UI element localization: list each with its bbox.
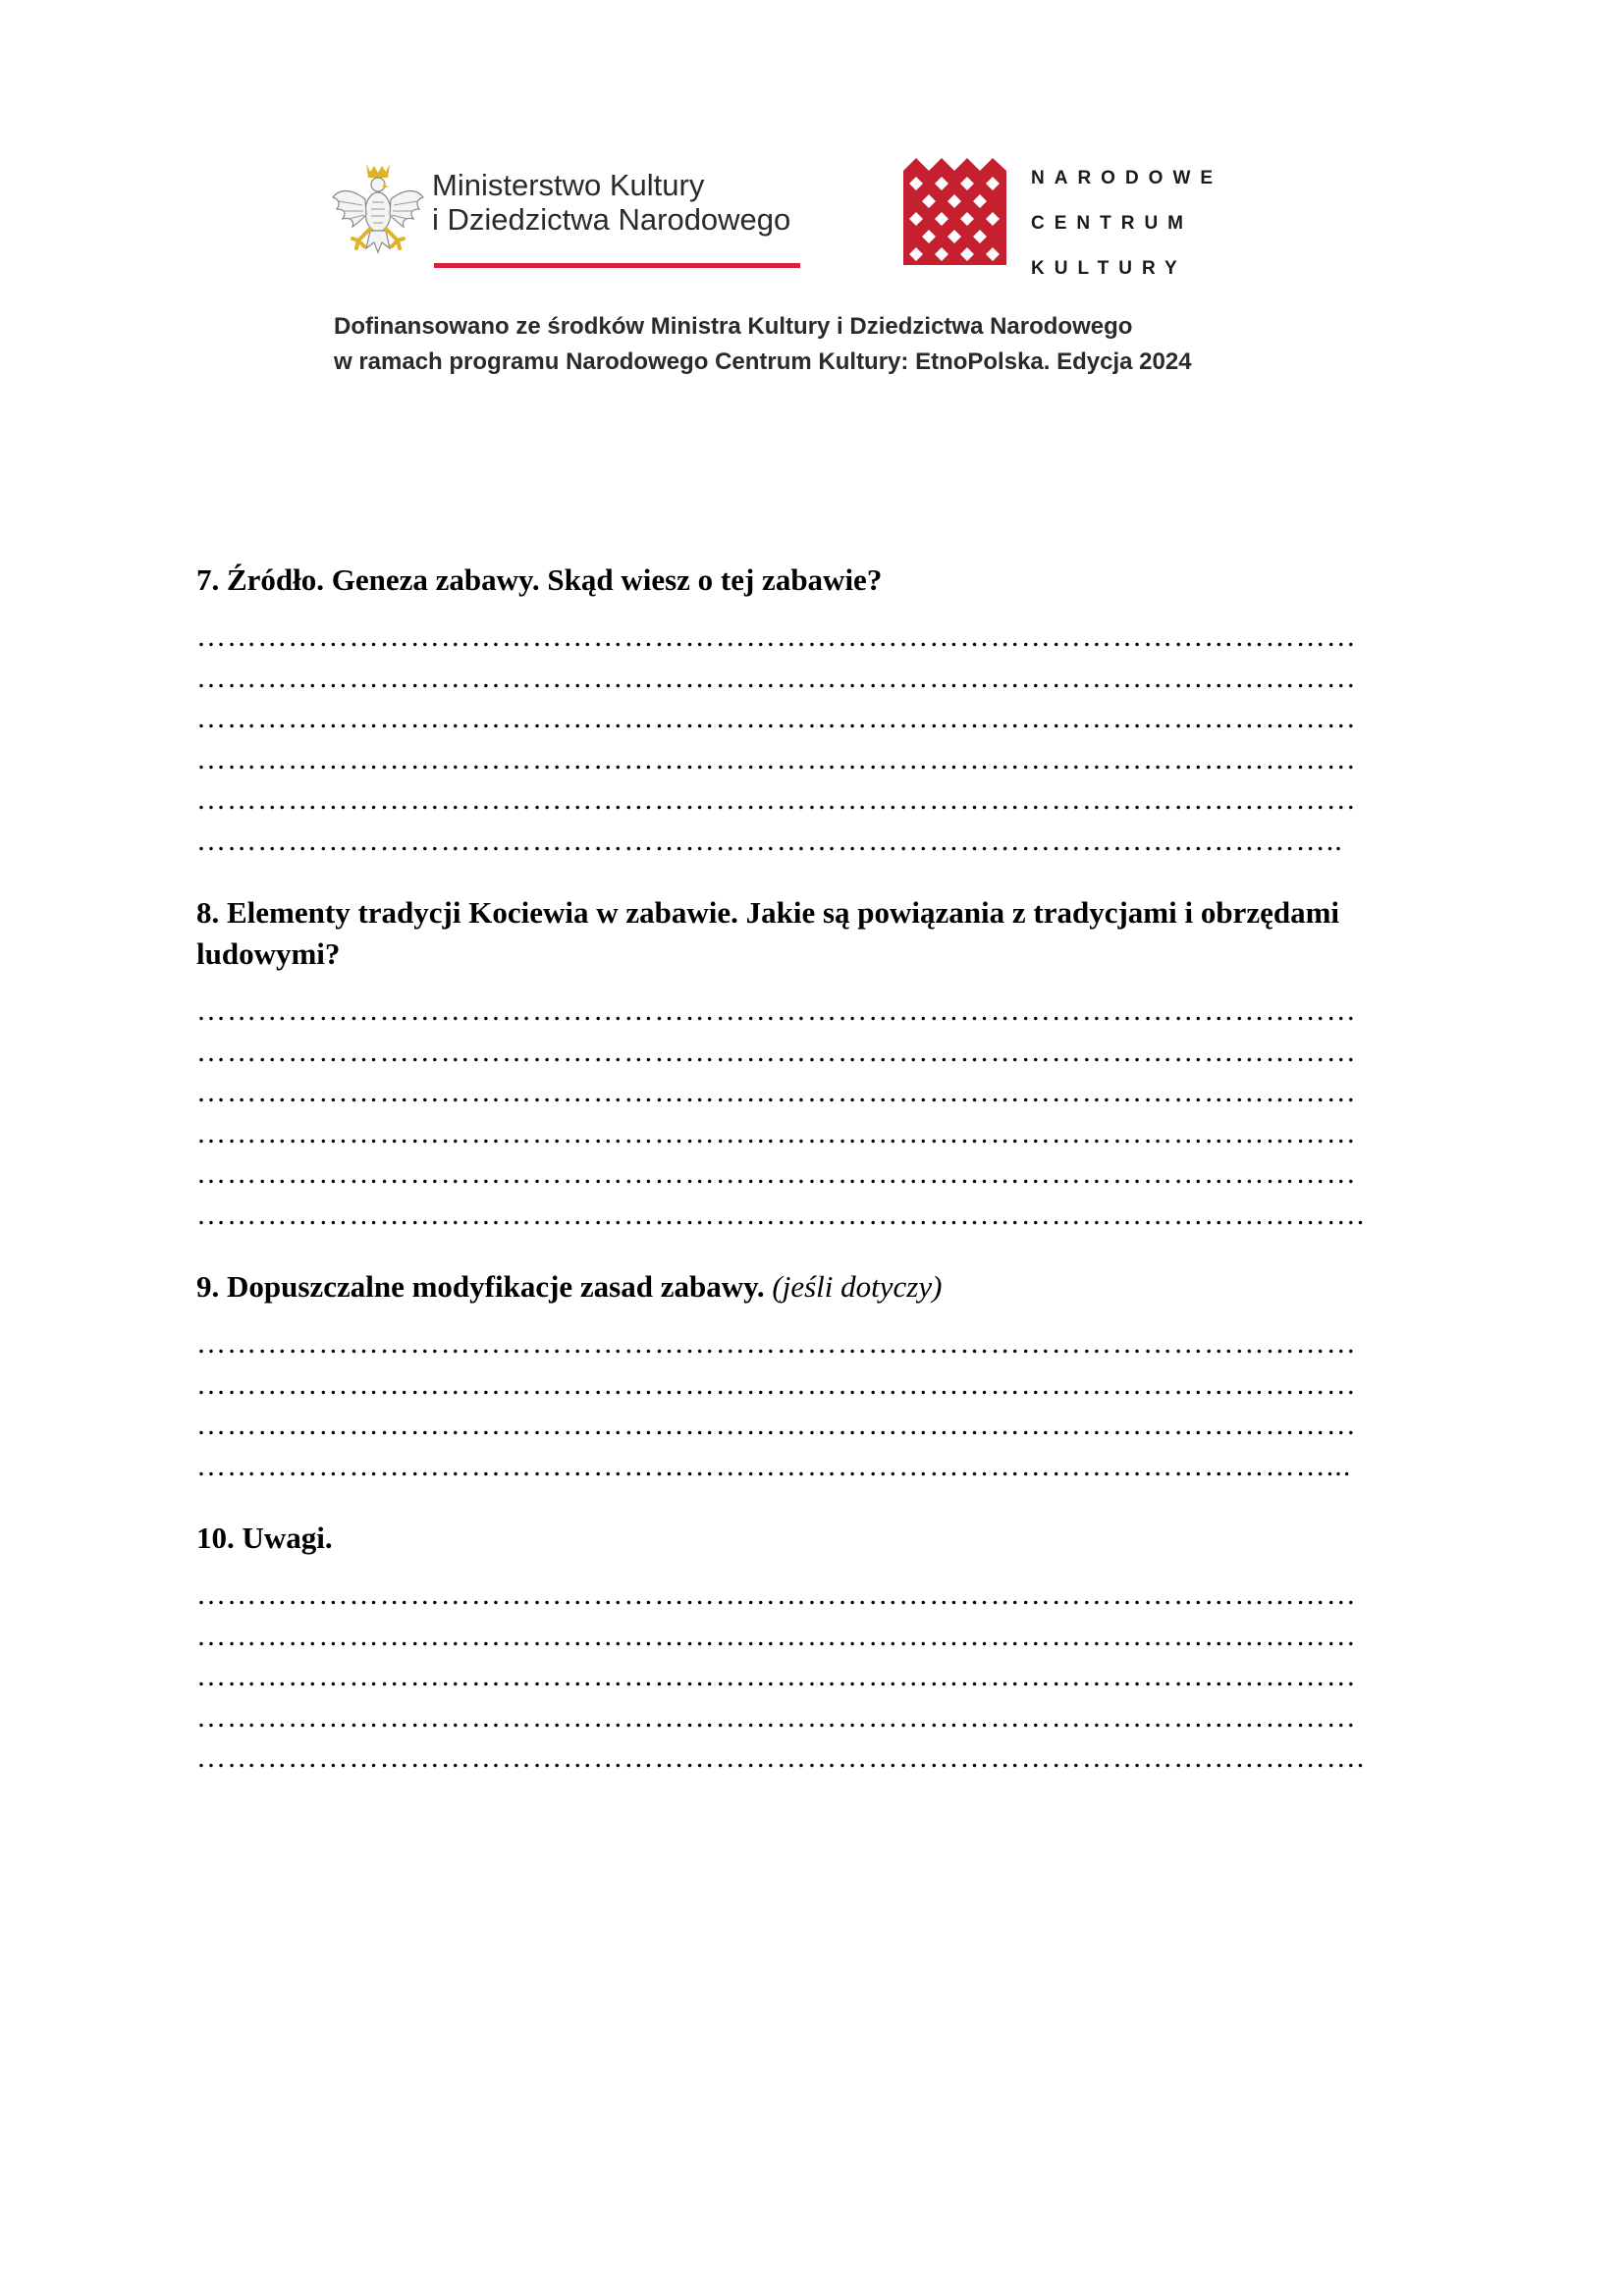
- ministry-name-line2: i Dziedzictwa Narodowego: [432, 202, 791, 237]
- answer-line[interactable]: ……………………………………………………………………………………………………: [196, 1035, 1357, 1068]
- answer-line[interactable]: ……………………………………………………………………………………………………: [196, 620, 1357, 653]
- answer-line[interactable]: …………………………………………………………………………………………………….: [196, 1741, 1366, 1774]
- answer-line[interactable]: ……………………………………………………………………………………………………: [196, 1367, 1357, 1401]
- funding-line1: Dofinansowano ze środków Ministra Kultury i Dziedzictwa Narodowego: [334, 313, 1133, 340]
- nck-logo: [903, 152, 1223, 279]
- question-10-heading: 10. Uwagi.: [196, 1521, 333, 1555]
- answer-line[interactable]: ……………………………………………………………………………………………………: [196, 702, 1357, 734]
- funding-line2: w ramach programu Narodowego Centrum Kultury: EtnoPolska. Edycja 2024: [334, 348, 1192, 375]
- answer-line[interactable]: ……………………………………………………………………………………………………: [196, 1116, 1357, 1149]
- nck-name: [1031, 156, 1222, 292]
- section-7: [196, 560, 1453, 861]
- answer-line[interactable]: …………………………………………………………………………………………………….: [196, 1198, 1366, 1231]
- answer-line[interactable]: ……………………………………………………………………………………………………: [196, 783, 1357, 816]
- answer-8-lines[interactable]: [196, 990, 1453, 1235]
- answer-10-lines[interactable]: [196, 1575, 1453, 1779]
- answer-line[interactable]: ……………………………………………………………………………………………………: [196, 1700, 1357, 1734]
- nck-name-line3: KULTURY: [1031, 258, 1187, 279]
- answer-line[interactable]: ……………………………………………………………………………………………………: [196, 1578, 1357, 1611]
- answer-line[interactable]: ……………………………………………………………………………………………………: [196, 1157, 1357, 1190]
- answer-line[interactable]: ……………………………………………………………………………………………………: [196, 1327, 1357, 1360]
- answer-line[interactable]: ……………………………………………………………………………………………………: [196, 994, 1357, 1027]
- answer-9-lines[interactable]: [196, 1323, 1453, 1486]
- nck-name-line2: CENTRUM: [1031, 213, 1193, 234]
- answer-7-lines[interactable]: [196, 616, 1453, 861]
- answer-line[interactable]: ……………………………………………………………………………………………………: [196, 1619, 1357, 1652]
- question-7-heading: 7. Źródło. Geneza zabawy. Skąd wiesz o tej zabawie?: [196, 562, 883, 597]
- nck-name-line1: NARODOWE: [1031, 168, 1223, 188]
- answer-line[interactable]: …………………………………………………………………………………………………...: [196, 1449, 1352, 1482]
- question-9-note: (jeśli dotyczy): [772, 1269, 943, 1304]
- question-9-heading: [196, 1266, 1453, 1308]
- ministry-logo: [329, 158, 800, 271]
- answer-line[interactable]: ……………………………………………………………………………………………………: [196, 1660, 1357, 1692]
- answer-line[interactable]: ……………………………………………………………………………………………………: [196, 1076, 1357, 1108]
- section-9: [196, 1266, 1453, 1486]
- section-8: [196, 892, 1453, 1235]
- section-10: [196, 1518, 1453, 1779]
- ministry-flag-bar: [434, 260, 800, 268]
- question-9-text: 9. Dopuszczalne modyfikacje zasad zabawy.: [196, 1269, 765, 1304]
- answer-line[interactable]: ……………………………………………………………………………………………………: [196, 742, 1357, 775]
- ministry-name-line1: Ministerstwo Kultury: [432, 168, 705, 202]
- answer-line[interactable]: ……………………………………………………………………………………………………: [196, 661, 1357, 694]
- answer-line[interactable]: …………………………………………………………………………………………………..: [196, 824, 1343, 857]
- answer-line[interactable]: ……………………………………………………………………………………………………: [196, 1409, 1357, 1441]
- question-8-heading: 8. Elementy tradycji Kociewia w zabawie. Jakie są powiązania z tradycjami i obrzędami ludowymi?: [196, 895, 1340, 971]
- ministry-name: [432, 168, 790, 237]
- nck-crown-icon: [903, 158, 1006, 265]
- polish-eagle-icon: [329, 158, 427, 266]
- form-content: [196, 560, 1453, 1810]
- funding-note: [334, 309, 1192, 380]
- page-header: [329, 152, 1223, 388]
